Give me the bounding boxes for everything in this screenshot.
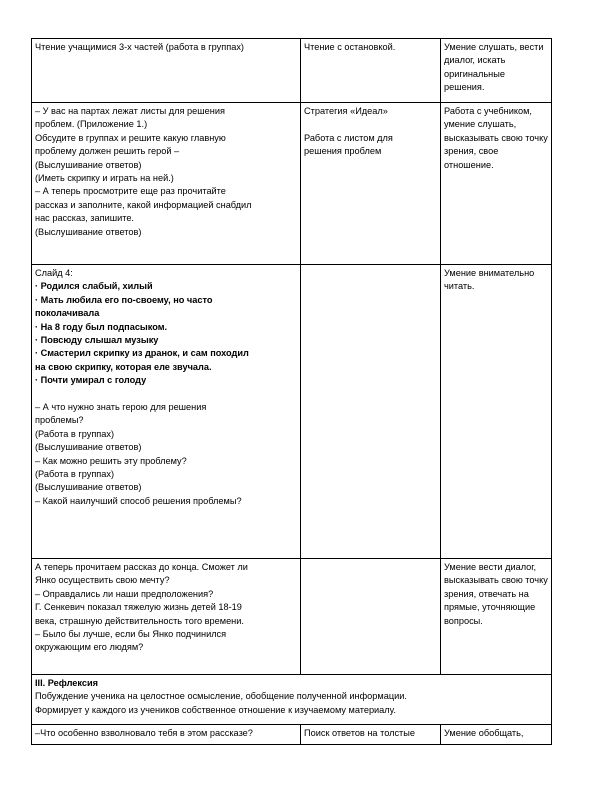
- method-text: решения проблем: [304, 146, 382, 157]
- method-cell: [301, 725, 441, 745]
- activity-cell: [32, 265, 301, 559]
- table-row: [32, 265, 552, 559]
- activity-text: проблемы?: [35, 415, 84, 426]
- slide-heading: Слайд 4:: [35, 268, 73, 278]
- section-text: Формирует у каждого из учеников собственное отношение к изучаемому материалу.: [35, 704, 396, 715]
- reflection-cell: [32, 675, 552, 725]
- skills-text: Умение слушать, вести: [444, 42, 544, 52]
- skills-text: оригинальные: [444, 68, 505, 79]
- bullet-item: · Мать любила его по-своему, но часто: [35, 294, 213, 305]
- skills-text: читать.: [444, 281, 475, 292]
- skills-text: высказывать свою точку: [444, 575, 548, 586]
- activity-text: А теперь прочитаем рассказ до конца. Сможет ли: [35, 562, 248, 572]
- method-text: Чтение с остановкой.: [304, 42, 396, 52]
- activity-text: –Что особенно взволновало тебя в этом рассказе?: [35, 728, 253, 738]
- activity-text: – У вас на партах лежат листы для решения: [35, 106, 225, 116]
- activity-text: – Какой наилучший способ решения проблемы?: [35, 495, 242, 506]
- activity-text: (Выслушивание ответов): [35, 226, 142, 237]
- bullet-item: поколачивала: [35, 308, 100, 319]
- bullet-item: · Смастерил скрипку из дранок, и сам походил: [35, 348, 249, 359]
- skills-text: решения.: [444, 82, 485, 93]
- skills-text: Умение обобщать,: [444, 728, 524, 738]
- activity-text: – Как можно решить эту проблему?: [35, 455, 187, 466]
- skills-cell: [441, 725, 552, 745]
- skills-text: умение слушать,: [444, 119, 517, 130]
- spacer: [35, 388, 297, 401]
- activity-text: – Оправдались ли наши предположения?: [35, 588, 214, 599]
- activity-text: проблему должен решить герой –: [35, 146, 180, 157]
- skills-text: Работа с учебником,: [444, 106, 532, 116]
- bullet-item: · На 8 году был подпасыком.: [35, 321, 168, 332]
- bullet-item: · Повсюду слышал музыку: [35, 335, 159, 346]
- section-text: Побуждение ученика на целостное осмысление, обобщение полученной информации.: [35, 691, 407, 702]
- activity-text: Янко осуществить свою мечту?: [35, 575, 170, 586]
- reflection-row: [32, 675, 552, 725]
- bullet-item: · Почти умирал с голоду: [35, 375, 147, 386]
- skills-text: Умение внимательно: [444, 268, 535, 278]
- method-text: Работа с листом для: [304, 132, 393, 143]
- activity-cell: [32, 103, 301, 265]
- method-cell: [301, 265, 441, 559]
- activity-text: проблем. (Приложение 1.): [35, 119, 148, 130]
- table-row: [32, 103, 552, 265]
- method-cell: [301, 559, 441, 675]
- bullet-item: на свою скрипку, которая еле звучала.: [35, 361, 212, 372]
- activity-text: – А теперь просмотрите еще раз прочитайте: [35, 186, 226, 197]
- activity-text: (Выслушивание ответов): [35, 159, 142, 170]
- spacer: [304, 118, 437, 131]
- skills-text: зрения, свое отношение.: [444, 146, 501, 170]
- skills-cell: [441, 103, 552, 265]
- activity-text: рассказ и заполните, какой информацией снабдил: [35, 199, 252, 210]
- skills-text: прямые, уточняющие: [444, 602, 536, 613]
- method-text: Поиск ответов на толстые: [304, 728, 415, 738]
- method-cell: [301, 103, 441, 265]
- activity-text: Обсудите в группах и решите какую главную: [35, 132, 226, 143]
- skills-cell: [441, 265, 552, 559]
- section-title: III. Рефлексия: [35, 678, 99, 688]
- activity-cell: [32, 39, 301, 103]
- activity-cell: [32, 559, 301, 675]
- table-row: [32, 39, 552, 103]
- table-row: [32, 725, 552, 745]
- activity-text: (Иметь скрипку и играть на ней.): [35, 173, 174, 184]
- skills-cell: [441, 39, 552, 103]
- skills-text: вопросы.: [444, 615, 483, 626]
- activity-text: (Работа в группах): [35, 469, 115, 480]
- bullet-item: · Родился слабый, хилый: [35, 281, 153, 292]
- lesson-plan-table: [31, 38, 552, 745]
- activity-text: Г. Сенкевич показал тяжелую жизнь детей 18-19: [35, 602, 242, 613]
- activity-text: Чтение учащимися 3-х частей (работа в группах): [35, 42, 244, 52]
- skills-text: зрения, отвечать на: [444, 588, 529, 599]
- activity-text: (Работа в группах): [35, 428, 115, 439]
- skills-text: диалог, искать: [444, 55, 506, 66]
- table-row: [32, 559, 552, 675]
- activity-text: – Было бы лучше, если бы Янко подчинился: [35, 629, 227, 640]
- method-cell: [301, 39, 441, 103]
- method-text: Стратегия «Идеал»: [304, 106, 388, 116]
- skills-text: высказывать свою точку: [444, 132, 548, 143]
- activity-text: окружающим его людям?: [35, 642, 144, 653]
- activity-text: нас рассказ, запишите.: [35, 213, 134, 224]
- activity-text: (Выслушивание ответов): [35, 482, 142, 493]
- skills-text: Умение вести диалог,: [444, 562, 537, 572]
- activity-text: века, страшную действительность того времени.: [35, 615, 244, 626]
- activity-text: – А что нужно знать герою для решения: [35, 402, 207, 413]
- activity-text: (Выслушивание ответов): [35, 442, 142, 453]
- activity-cell: [32, 725, 301, 745]
- skills-cell: [441, 559, 552, 675]
